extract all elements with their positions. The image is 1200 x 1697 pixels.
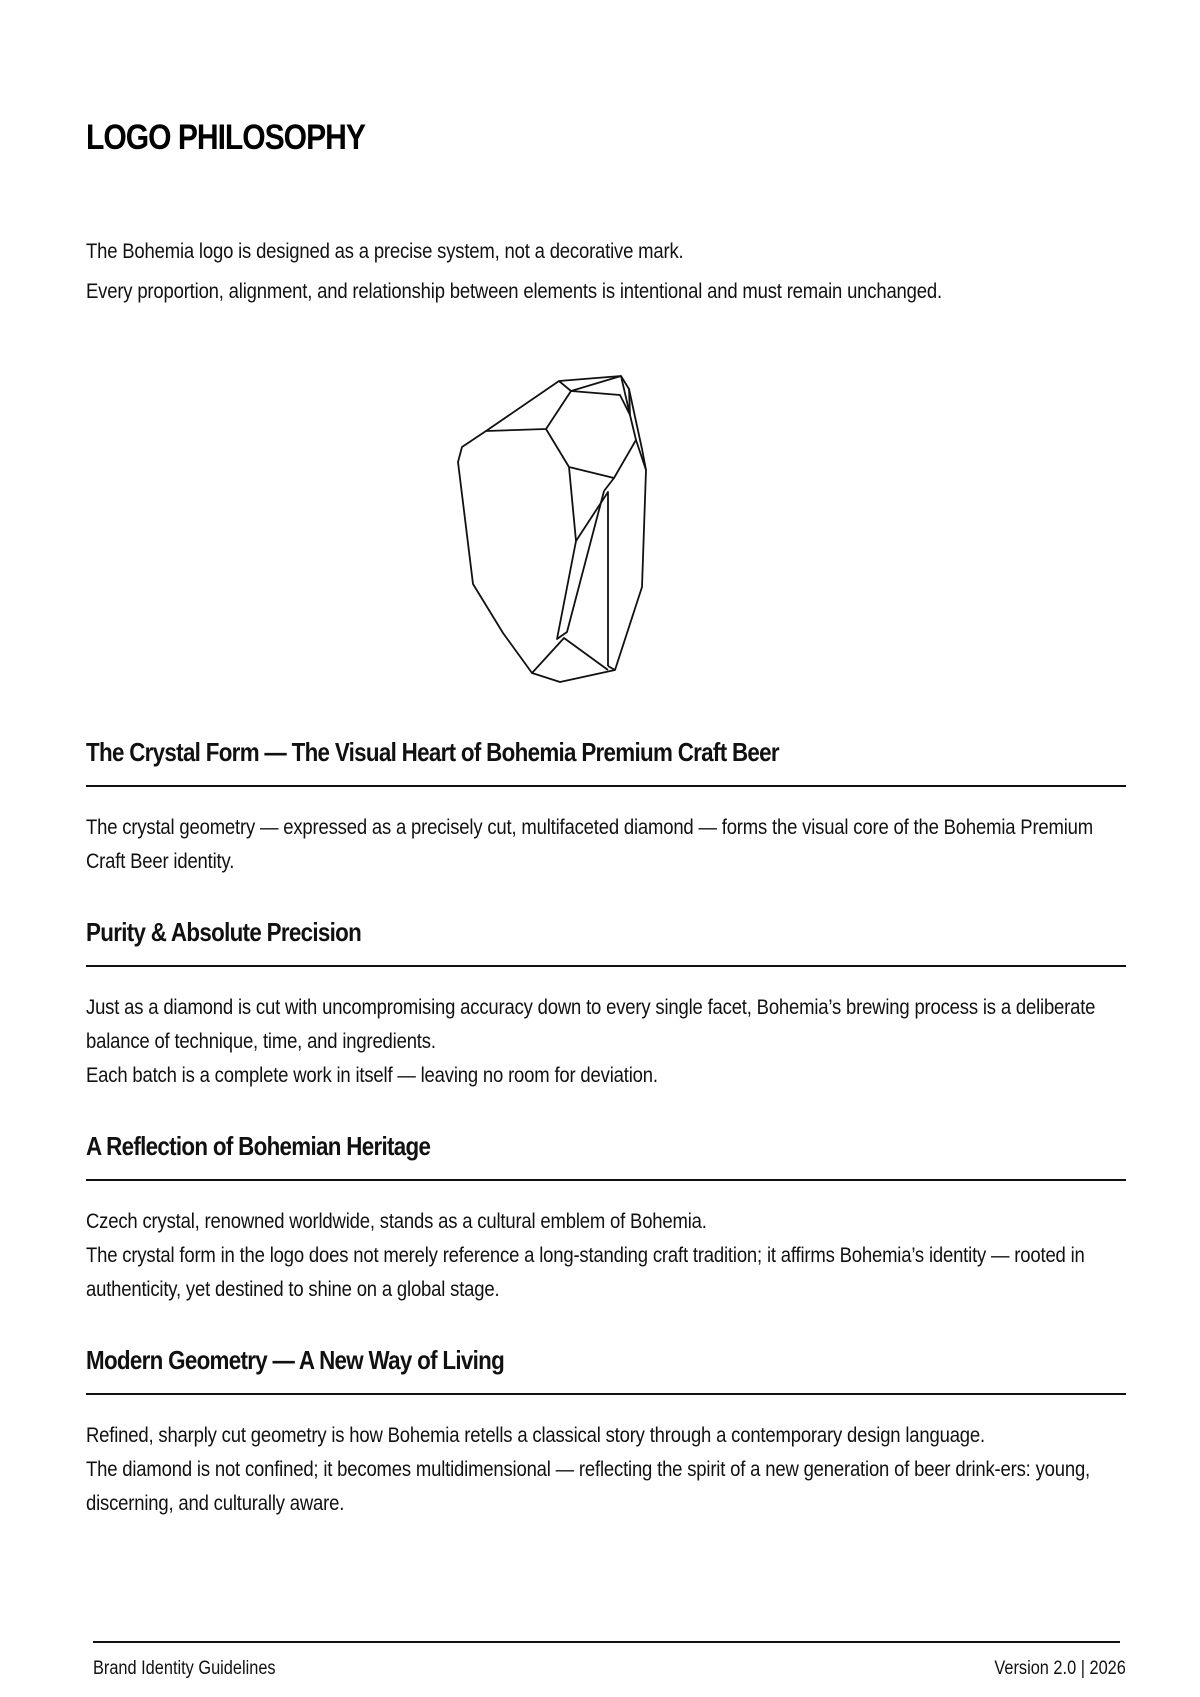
crystal-facet (546, 391, 636, 478)
section-divider (86, 1179, 1126, 1181)
crystal-logo-icon (440, 365, 680, 700)
footer-version: Version 2.0 | 2026 (994, 1658, 1126, 1679)
section-divider (86, 1393, 1126, 1395)
page-title: LOGO PHILOSOPHY (86, 118, 365, 157)
crystal-facet (557, 491, 604, 639)
intro-line: The Bohemia logo is designed as a precise system, not a decorative mark. (86, 240, 684, 263)
section-body (86, 991, 1126, 1093)
footer-document-name: Brand Identity Guidelines (93, 1658, 276, 1679)
section-purity-precision (86, 915, 1126, 1093)
section-paragraph: The crystal geometry — expressed as a precisely cut, multifaceted diamond — forms the visual core of the Bohemia Premium Craft Beer identity. (86, 816, 1094, 873)
section-paragraph: Czech crystal, renowned worldwide, stands as a cultural emblem of Bohemia. (86, 1210, 707, 1233)
section-title: A Reflection of Bohemian Heritage (86, 1131, 431, 1161)
crystal-facet (604, 478, 614, 491)
section-body (86, 1205, 1126, 1307)
section-title: Purity & Absolute Precision (86, 917, 362, 947)
crystal-facet (532, 638, 608, 673)
section-paragraph: The diamond is not confined; it becomes multidimensional — reflecting the spirit of a new generation of beer drink-ers: young, discerning, and culturally aware. (86, 1458, 1091, 1515)
section-crystal-form (86, 735, 1126, 879)
section-paragraph: Each batch is a complete work in itself — leaving no room for deviation. (86, 1064, 658, 1087)
section-bohemian-heritage (86, 1129, 1126, 1307)
philosophy-sections (86, 735, 1126, 1557)
crystal-facet (608, 666, 615, 670)
section-body (86, 811, 1126, 879)
intro-line: Every proportion, alignment, and relationship between elements is intentional and must remain unchanged. (86, 280, 942, 303)
crystal-facet (486, 391, 571, 431)
section-divider (86, 965, 1126, 967)
section-paragraph: Just as a diamond is cut with uncompromising accuracy down to every single facet, Bohemia’s brewing process is a deliberate balance of technique, time, and ingredients. (86, 996, 1096, 1053)
section-title: The Crystal Form — The Visual Heart of Bohemia Premium Craft Beer (86, 737, 779, 767)
footer-divider (93, 1641, 1120, 1643)
section-paragraph: The crystal form in the logo does not merely reference a long-standing craft tradition; it affirms Bohemia’s identity — rooted in authenticity, yet destined to shine on a global stage. (86, 1244, 1085, 1301)
crystal-outline (458, 376, 646, 682)
section-paragraph: Refined, sharply cut geometry is how Bohemia retells a classical story through a contemporary design language. (86, 1424, 985, 1447)
section-body (86, 1419, 1126, 1521)
section-title: Modern Geometry — A New Way of Living (86, 1345, 505, 1375)
intro-text (86, 232, 1126, 312)
section-modern-geometry (86, 1343, 1126, 1521)
section-divider (86, 785, 1126, 787)
